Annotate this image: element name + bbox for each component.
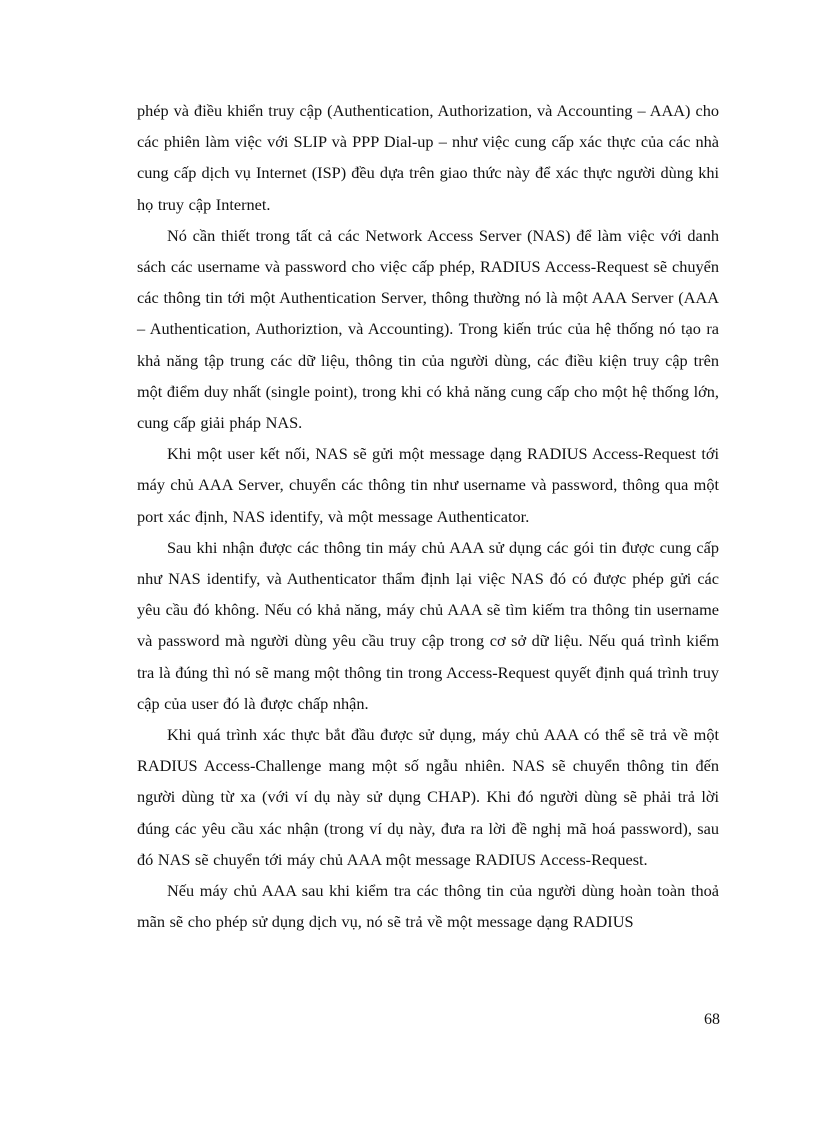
paragraph-user-connect: Khi một user kết nối, NAS sẽ gửi một message dạng RADIUS Access-Request tới máy chủ AAA Server, chuyển các thông tin như username và password, thông qua một port xác định, NAS identify, và một message Authenticator.	[137, 444, 719, 526]
paragraph-aaa-verification: Sau khi nhận được các thông tin máy chủ AAA sử dụng các gói tin được cung cấp như NAS identify, và Authenticator thẩm định lại việc NAS đó có được phép gửi các yêu cầu đó không. Nếu có khả năng, máy chủ AAA sẽ tìm kiếm tra thông tin username và password mà người dùng yêu cầu truy cập trong cơ sở dữ liệu. Nếu quá trình kiểm tra là đúng thì nó sẽ mang một thông tin trong Access-Request quyết định quá trình truy cập của user đó là được chấp nhận.	[137, 537, 719, 713]
page-number: 68	[704, 1011, 720, 1028]
paragraph-access-challenge: Khi quá trình xác thực bắt đầu được sử dụng, máy chủ AAA có thể sẽ trả về một RADIUS Access-Challenge mang một số ngẫu nhiên. NAS sẽ chuyển thông tin đến người dùng từ xa (với ví dụ này sử dụng CHAP). Khi đó người dùng sẽ phải trả lời đúng các yêu cầu xác nhận (trong ví dụ này, đưa ra lời đề nghị mã hoá password), sau đó NAS sẽ chuyển tới máy chủ AAA một message RADIUS Access-Request.	[137, 725, 719, 869]
paragraph-access-accept: Nếu máy chủ AAA sau khi kiểm tra các thông tin của người dùng hoàn toàn thoả mãn sẽ cho phép sử dụng dịch vụ, nó sẽ trả về một message dạng RADIUS	[137, 881, 719, 932]
paragraph-nas-requirement: Nó cần thiết trong tất cả các Network Access Server (NAS) để làm việc với danh sách các username và password cho việc cấp phép, RADIUS Access-Request sẽ chuyển các thông tin tới một Authentication Server, thông thường nó là một AAA Server (AAA – Authentication, Authoriztion, và Accounting). Trong kiến trúc của hệ thống nó tạo ra khả năng tập trung các dữ liệu, thông tin của người dùng, các điều kiện truy cập trên một điểm duy nhất (single point), trong khi có khả năng cung cấp cho một hệ thống lớn, cung cấp giải pháp NAS.	[137, 225, 719, 433]
paragraph-continuation: phép và điều khiển truy cập (Authentication, Authorization, và Accounting – AAA) cho các phiên làm việc với SLIP và PPP Dial-up – như việc cung cấp xác thực của các nhà cung cấp dịch vụ Internet (ISP) đều dựa trên giao thức này để xác thực người dùng khi họ truy cập Internet.	[137, 101, 719, 214]
body-text	[137, 95, 719, 937]
